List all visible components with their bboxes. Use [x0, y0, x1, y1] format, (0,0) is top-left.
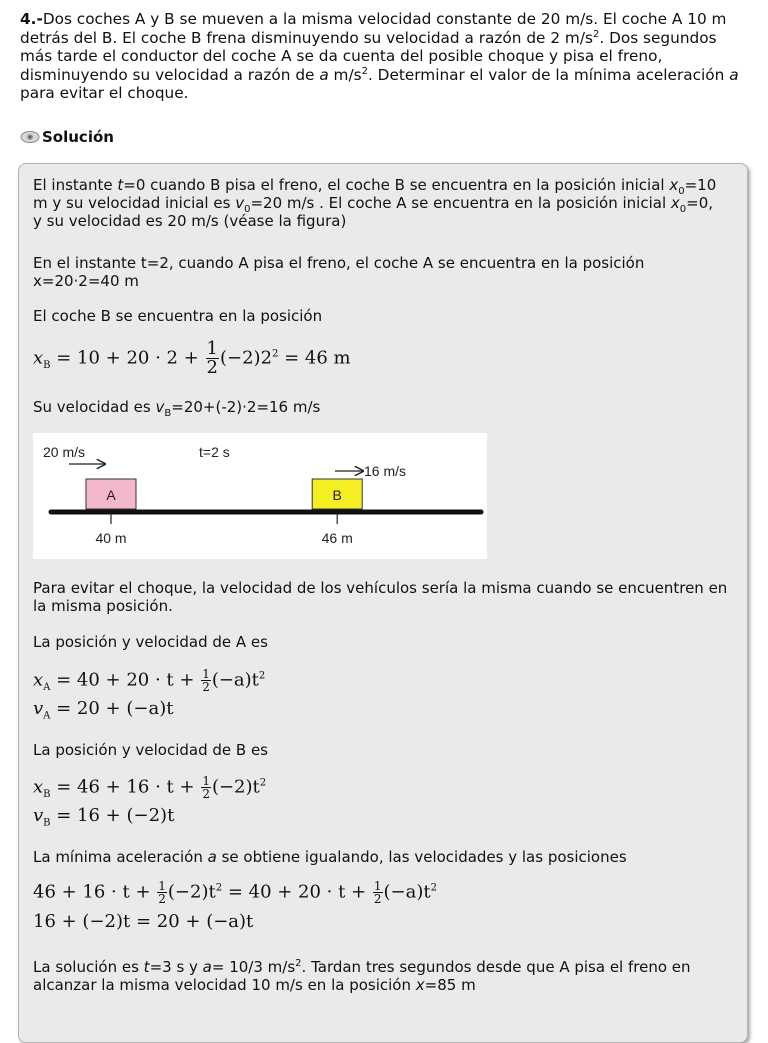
problem-statement [20, 10, 740, 103]
car-a-label: A [106, 487, 116, 503]
equation-vb-velocity: $v_B = 16 + (-2)t$ [33, 805, 175, 829]
solution-paragraph-3: El coche B se encuentra en la posición [33, 307, 323, 325]
equation-xb-position: $x_B = 10 + 20 \cdot 2$ + $\frac{1}{2}$ $(-2)2^2 = 46$ m [33, 338, 351, 378]
equation-va-velocity: $v_A = 20 + (-a)t$ [33, 698, 174, 722]
fraction: $\frac{1}{2}$ [202, 667, 210, 694]
solution-paragraph-5: Para evitar el choque, la velocidad de los vehículos sería la misma cuando se encuentren en la misma posición. [33, 579, 728, 615]
problem-line-4: disminuyendo su velocidad a razón de a $m/s^2$. Determinar el valor de la mínima aceleración a [20, 65, 739, 84]
solution-paragraph-8: La mínima aceleración a se obtiene igualando, las velocidades y las posiciones [33, 848, 627, 866]
equation-xa-position: $x_A = 40 + 20 \cdot t$ + $\frac{1}{2}$ $(-a)t^2$ [33, 667, 266, 694]
problem-line-5: para evitar el choque. [20, 84, 189, 102]
fraction: $\frac{1}{2}$ [158, 879, 166, 906]
solution-paragraph-4: Su velocidad es $v_B=20+(-2)\cdot 2=16$ m/s [33, 398, 321, 419]
car-b-label: B [332, 487, 342, 503]
position-a-label: 40 m [95, 530, 127, 546]
speed-a-label: 20 m/s [43, 444, 86, 460]
cars-diagram [33, 433, 487, 559]
problem-line-3: más tarde el conductor del coche A se da cuenta del posible choque y pisa el freno, [20, 47, 663, 65]
equation-velocities-equal: 16 + (−2)t = 20 + (−a)t [33, 911, 254, 932]
solution-toggle[interactable] [20, 128, 114, 146]
speed-b-label: 16 m/s [364, 463, 407, 479]
solution-paragraph-2: En el instante t=2, cuando A pisa el freno, el coche A se encuentra en la posición x=20·2=40 m [33, 254, 645, 290]
equation-positions-equal: 46 + 16 · t + $\frac{1}{2}$ $(-2)t^2 = 40 + 20 \cdot t$ + $\frac{1}{2}$ $(-a)t^2$ [33, 879, 437, 906]
solution-toggle-label: Solución [42, 128, 114, 146]
problem-line-2: detrás del B. El coche B frena disminuyendo su velocidad a razón de 2 $m/s^2$. Dos segundos [20, 28, 717, 47]
fraction: $\frac{1}{2}$ [206, 338, 218, 378]
solution-paragraph-9: La solución es t=3 s y a= 10/3 $m/s^2$. Tardan tres segundos desde que A pisa el freno en alcanzar la misma velocidad 10 m/s en la posición x=85 m [33, 958, 691, 994]
problem-line-1: 4.-Dos coches A y B se mueven a la misma velocidad constante de 20 m/s. El coche A 10 m [20, 10, 727, 28]
solution-paragraph-6: La posición y velocidad de A es [33, 633, 268, 651]
eye-icon [20, 130, 40, 144]
solution-paragraph-1: El instante t=0 cuando B pisa el freno, el coche B se encuentra en la posición inicial $x_0=10$ m y su velocidad inicial es $v_0=20$ m/s . El coche A se encuentra en la posición inicial $x_0=0$, y su velocidad es 20 m/s (véase la figura) [33, 176, 717, 230]
cars-diagram-svg [33, 433, 487, 559]
equation-xb-position-t: $x_B = 46 + 16 \cdot t$ + $\frac{1}{2}$ $(-2)t^2$ [33, 774, 267, 801]
solution-paragraph-7: La posición y velocidad de B es [33, 741, 268, 759]
time-label: t=2 s [199, 444, 230, 460]
fraction: $\frac{1}{2}$ [373, 879, 382, 906]
fraction: $\frac{1}{2}$ [202, 774, 210, 801]
problem-number: 4.- [20, 10, 43, 28]
position-b-label: 46 m [321, 530, 353, 546]
